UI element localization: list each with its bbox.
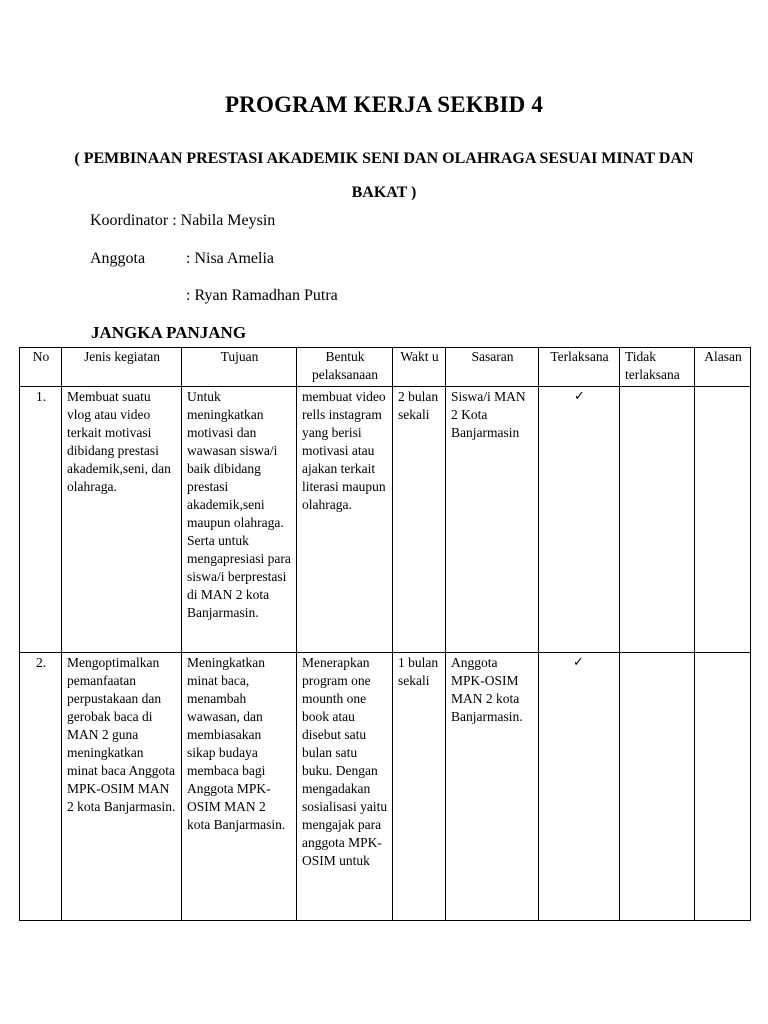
row-no: 1. [20,387,62,653]
program-table [19,347,751,921]
checkmark-icon: ✓ [539,653,620,921]
koordinator-value: : Nabila Meysin [172,212,276,229]
anggota-value-1: : Nisa Amelia [186,250,274,267]
koordinator-line [90,212,275,230]
header-terlaksana: Terlaksana [539,348,620,387]
header-tujuan: Tujuan [182,348,297,387]
table-row [20,387,751,653]
header-sasaran: Sasaran [446,348,539,387]
header-jenis: Jenis kegiatan [62,348,182,387]
table-header-row [20,348,751,387]
header-waktu: Wakt u [393,348,446,387]
header-bentuk: Bentuk pelaksanaan [297,348,393,387]
row-sasaran: Anggota MPK-OSIM MAN 2 kota Banjarmasin. [446,653,539,921]
anggota-line-2 [90,287,338,305]
row-no: 2. [20,653,62,921]
header-tidak: Tidak terlaksana [620,348,695,387]
row-bentuk: Menerapkan program one mounth one book atau disebut satu bulan satu buku. Dengan mengadakan sosialisasi yaitu mengajak para anggota MPK-OSIM untuk [297,653,393,921]
anggota-label: Anggota [90,250,146,267]
row-waktu: 1 bulan sekali [393,653,446,921]
document-title: PROGRAM KERJA SEKBID 4 [224,92,544,117]
row-jenis: Membuat suatu vlog atau video terkait motivasi dibidang prestasi akademik,seni, dan olahraga. [62,387,182,653]
row-tujuan: Untuk meningkatkan motivasi dan wawasan siswa/i baik dibidang prestasi akademik,seni maupun olahraga. Serta untuk mengapresiasi para siswa/i berprestasi di MAN 2 kota Banjarmasin. [182,387,297,653]
anggota-value-2: : Ryan Ramadhan Putra [186,287,338,304]
row-bentuk: membuat video rells instagram yang berisi motivasi atau ajakan terkait literasi maupun olahraga. [297,387,393,653]
row-jenis: Mengoptimalkan pemanfaatan perpustakaan dan gerobak baca di MAN 2 guna meningkatkan minat baca Anggota MPK-OSIM MAN 2 kota Banjarmasin. [62,653,182,921]
row-sasaran: Siswa/i MAN 2 Kota Banjarmasin [446,387,539,653]
row-tidak [620,653,695,921]
anggota-line-1 [90,250,274,268]
document-subtitle: ( PEMBINAAN PRESTASI AKADEMIK SENI DAN OLAHRAGA SESUAI MINAT DAN BAKAT ) [74,150,694,201]
table-row [20,653,751,921]
header-no: No [20,348,62,387]
row-alasan [695,387,751,653]
koordinator-label: Koordinator [90,212,169,229]
row-alasan [695,653,751,921]
header-alasan: Alasan [695,348,751,387]
section-heading: JANGKA PANJANG [91,323,247,342]
row-tujuan: Meningkatkan minat baca, menambah wawasan, dan membiasakan sikap budaya membaca bagi Anggota MPK-OSIM MAN 2 kota Banjarmasin. [182,653,297,921]
row-tidak [620,387,695,653]
checkmark-icon: ✓ [539,387,620,653]
row-waktu: 2 bulan sekali [393,387,446,653]
